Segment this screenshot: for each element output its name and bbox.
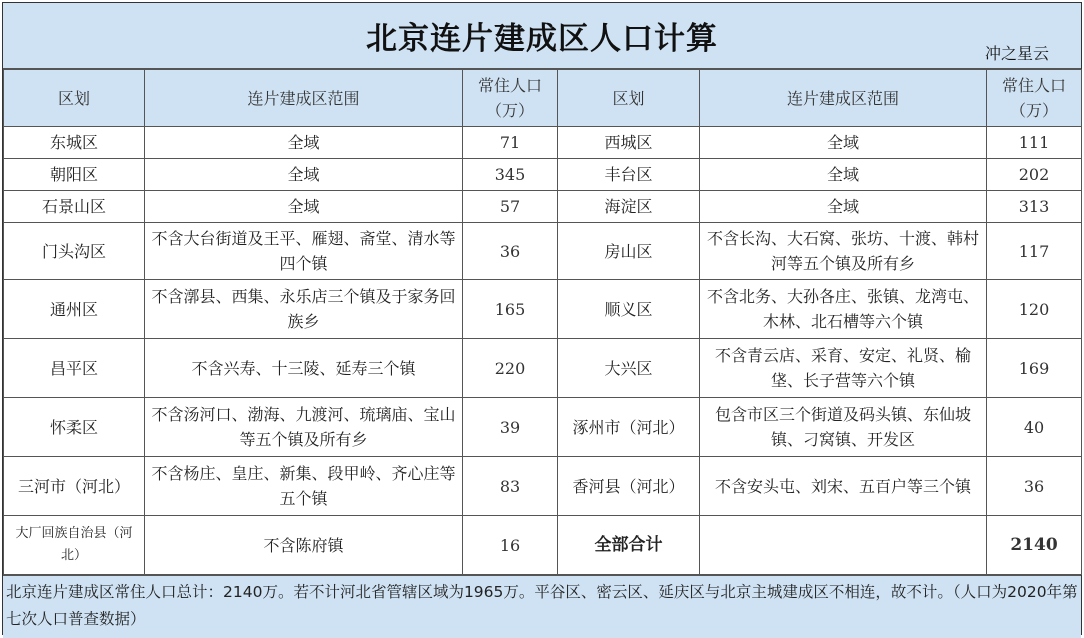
district-name: 门头沟区 bbox=[4, 223, 145, 280]
district-name: 三河市（河北） bbox=[4, 457, 145, 516]
population-cell: 165 bbox=[463, 280, 558, 339]
district-name: 顺义区 bbox=[558, 280, 700, 339]
header-district-right: 区划 bbox=[558, 70, 700, 127]
district-name: 涿州市（河北） bbox=[558, 398, 700, 457]
table-row bbox=[4, 398, 1082, 457]
district-name: 海淀区 bbox=[558, 191, 700, 223]
header-scope-right: 连片建成区范围 bbox=[700, 70, 987, 127]
scope-cell bbox=[700, 516, 987, 575]
scope-cell: 不含陈府镇 bbox=[145, 516, 463, 575]
population-cell: 36 bbox=[987, 457, 1082, 516]
population-cell: 169 bbox=[987, 339, 1082, 398]
population-cell: 83 bbox=[463, 457, 558, 516]
scope-cell: 不含安头屯、刘宋、五百户等三个镇 bbox=[700, 457, 987, 516]
district-name: 大兴区 bbox=[558, 339, 700, 398]
population-cell: 36 bbox=[463, 223, 558, 280]
total-label: 全部合计 bbox=[558, 516, 700, 575]
scope-cell: 不含北务、大孙各庄、张镇、龙湾屯、木林、北石槽等六个镇 bbox=[700, 280, 987, 339]
population-cell: 16 bbox=[463, 516, 558, 575]
scope-cell: 包含市区三个街道及码头镇、东仙坡镇、刁窝镇、开发区 bbox=[700, 398, 987, 457]
district-name: 昌平区 bbox=[4, 339, 145, 398]
table-row bbox=[4, 280, 1082, 339]
population-cell: 120 bbox=[987, 280, 1082, 339]
population-cell: 202 bbox=[987, 159, 1082, 191]
scope-cell: 全域 bbox=[700, 127, 987, 159]
page-title: 北京连片建成区人口计算 bbox=[366, 21, 718, 57]
table-row bbox=[4, 159, 1082, 191]
table-row bbox=[4, 457, 1082, 516]
author-label: 冲之星云 bbox=[984, 44, 1049, 63]
scope-cell: 不含大台街道及王平、雁翅、斋堂、清水等四个镇 bbox=[145, 223, 463, 280]
scope-cell: 不含青云店、采育、安定、礼贤、榆垡、长子营等六个镇 bbox=[700, 339, 987, 398]
scope-cell: 全域 bbox=[145, 127, 463, 159]
population-cell: 117 bbox=[987, 223, 1082, 280]
population-cell: 71 bbox=[463, 127, 558, 159]
header-scope-left: 连片建成区范围 bbox=[145, 70, 463, 127]
table-row bbox=[4, 339, 1082, 398]
scope-cell: 不含漷县、西集、永乐店三个镇及于家务回族乡 bbox=[145, 280, 463, 339]
district-name: 大厂回族自治县（河北） bbox=[4, 516, 145, 575]
population-cell: 57 bbox=[463, 191, 558, 223]
scope-cell: 不含兴寿、十三陵、延寿三个镇 bbox=[145, 339, 463, 398]
table-row bbox=[4, 191, 1082, 223]
population-cell: 39 bbox=[463, 398, 558, 457]
district-name: 西城区 bbox=[558, 127, 700, 159]
district-name: 房山区 bbox=[558, 223, 700, 280]
population-cell: 345 bbox=[463, 159, 558, 191]
scope-cell: 不含汤河口、渤海、九渡河、琉璃庙、宝山等五个镇及所有乡 bbox=[145, 398, 463, 457]
header-pop-left: 常住人口 （万） bbox=[463, 70, 558, 127]
footer-note: 北京连片建成区常住人口总计：2140万。若不计河北省管辖区域为1965万。平谷区、密云区、延庆区与北京主城建成区不相连，故不计。（人口为2020年第七次人口普查数据） bbox=[3, 575, 1081, 638]
scope-cell: 不含长沟、大石窝、张坊、十渡、韩村河等五个镇及所有乡 bbox=[700, 223, 987, 280]
district-name: 丰台区 bbox=[558, 159, 700, 191]
table-row bbox=[4, 223, 1082, 280]
district-name: 朝阳区 bbox=[4, 159, 145, 191]
district-name: 通州区 bbox=[4, 280, 145, 339]
table-row bbox=[4, 516, 1082, 575]
population-table bbox=[3, 69, 1082, 575]
population-cell: 220 bbox=[463, 339, 558, 398]
scope-cell: 全域 bbox=[145, 191, 463, 223]
district-name: 香河县（河北） bbox=[558, 457, 700, 516]
district-name: 石景山区 bbox=[4, 191, 145, 223]
total-value: 2140 bbox=[987, 516, 1082, 575]
table-row bbox=[4, 127, 1082, 159]
population-cell: 313 bbox=[987, 191, 1082, 223]
header-district-left: 区划 bbox=[4, 70, 145, 127]
scope-cell: 全域 bbox=[145, 159, 463, 191]
title-bar bbox=[3, 3, 1081, 69]
population-cell: 111 bbox=[987, 127, 1082, 159]
header-row bbox=[4, 70, 1082, 127]
scope-cell: 全域 bbox=[700, 191, 987, 223]
scope-cell: 全域 bbox=[700, 159, 987, 191]
table-frame bbox=[2, 2, 1082, 635]
district-name: 怀柔区 bbox=[4, 398, 145, 457]
population-cell: 40 bbox=[987, 398, 1082, 457]
header-pop-right: 常住人口 （万） bbox=[987, 70, 1082, 127]
scope-cell: 不含杨庄、皇庄、新集、段甲岭、齐心庄等五个镇 bbox=[145, 457, 463, 516]
district-name: 东城区 bbox=[4, 127, 145, 159]
